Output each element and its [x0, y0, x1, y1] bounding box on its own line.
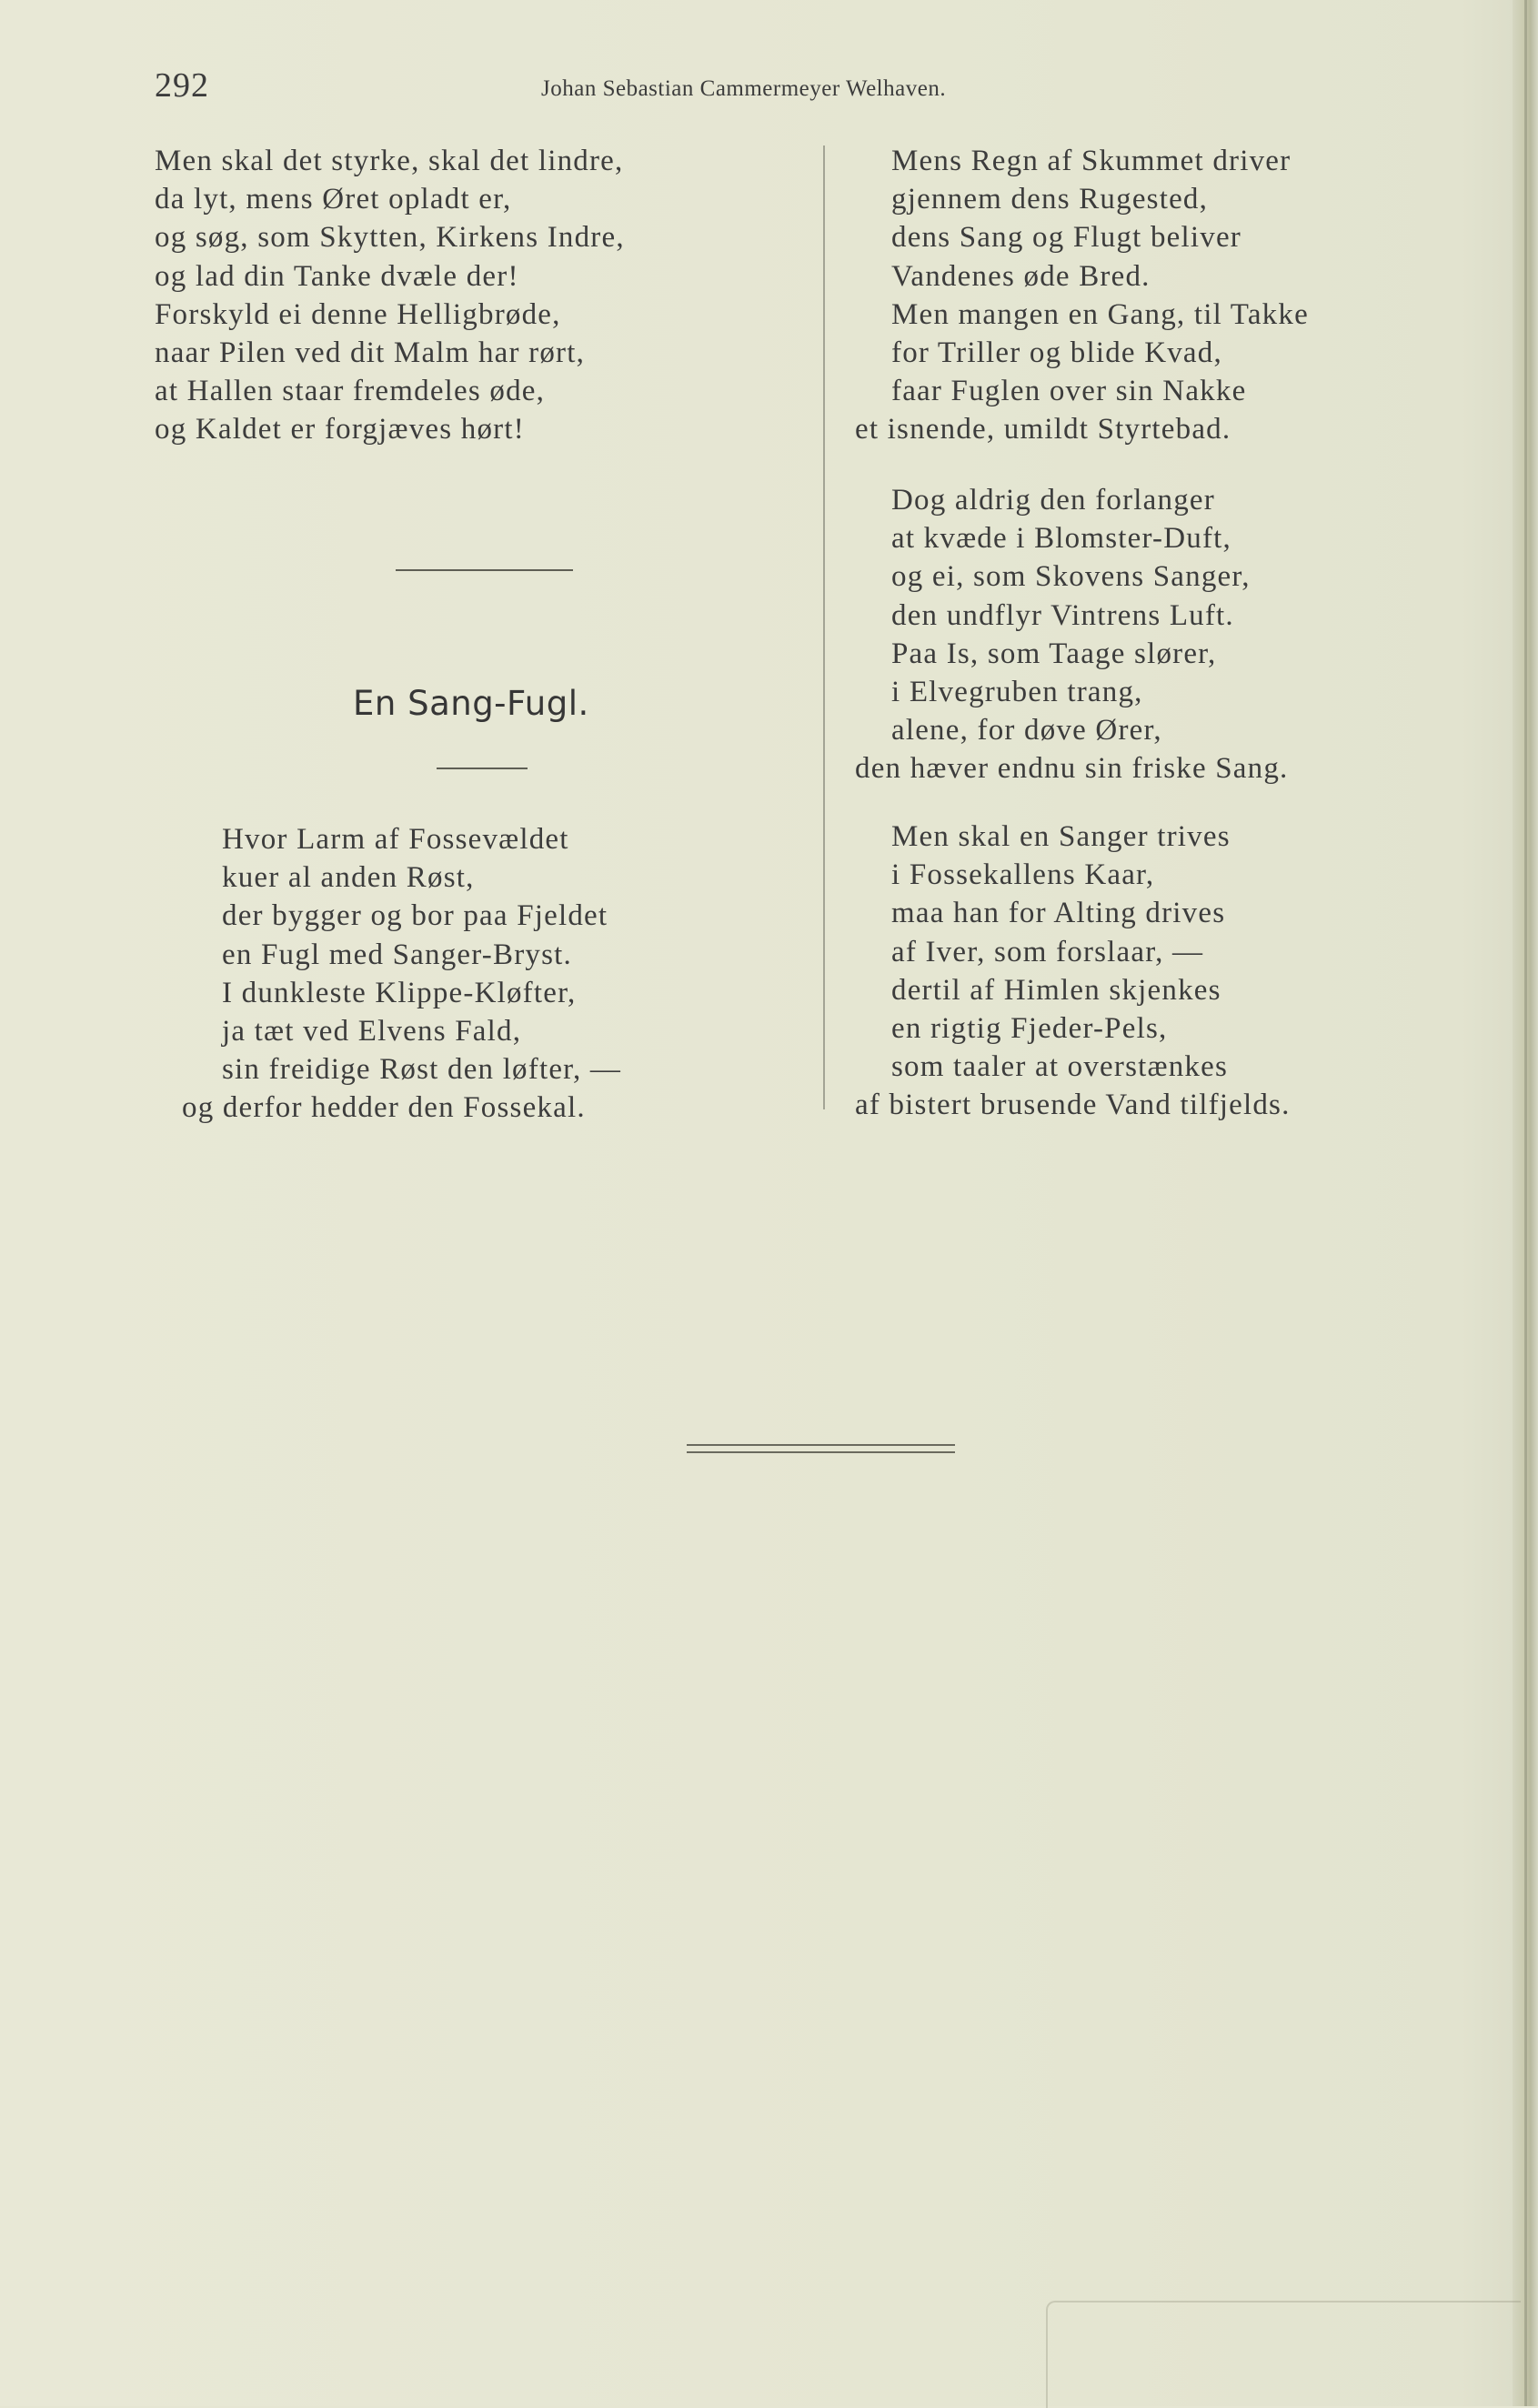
verse-line: Men mangen en Gang, til Takke	[891, 297, 1309, 331]
running-title: Johan Sebastian Cammermeyer Welhaven.	[541, 76, 947, 101]
section-separator-rule	[396, 569, 573, 571]
verse-line: af Iver, som forslaar, —	[891, 935, 1204, 968]
verse-line: og søg, som Skytten, Kirkens Indre,	[155, 221, 625, 255]
verse-line: den hæver endnu sin friske Sang.	[855, 752, 1289, 786]
verse-line: en Fugl med Sanger-Bryst.	[222, 938, 572, 971]
verse-line: naar Pilen ved dit Malm har rørt,	[155, 336, 586, 370]
page-header	[155, 65, 1519, 111]
verse-line: gjennem dens Rugested,	[891, 183, 1209, 216]
verse-line: i Elvegruben trang,	[891, 676, 1143, 709]
verse-line: og lad din Tanke dvæle der!	[155, 259, 519, 293]
verse-line: af bistert brusende Vand tilfjelds.	[855, 1089, 1291, 1122]
verse-line: og ei, som Skovens Sanger,	[891, 560, 1251, 594]
verse-line: faar Fuglen over sin Nakke	[891, 375, 1247, 408]
verse-line: Hvor Larm af Fossevældet	[222, 823, 569, 856]
end-rule-top	[687, 1444, 955, 1446]
verse-line: Men skal en Sanger trives	[891, 820, 1231, 853]
verse-line: Men skal det styrke, skal det lindre,	[155, 145, 624, 177]
right-stanza-3	[855, 818, 1291, 1125]
verse-line: dens Sang og Flugt beliver	[891, 221, 1241, 255]
verse-line: der bygger og bor paa Fjeldet	[222, 899, 608, 933]
verse-line: og derfor hedder den Fossekal.	[182, 1091, 586, 1125]
verse-line: dertil af Himlen skjenkes	[891, 973, 1221, 1007]
page-number: 292	[155, 66, 209, 105]
verse-line: maa han for Alting drives	[891, 897, 1226, 930]
verse-line: som taaler at overstænkes	[891, 1050, 1228, 1084]
verse-line: Dog aldrig den forlanger	[891, 484, 1215, 517]
verse-line: I dunkleste Klippe-Kløfter,	[222, 976, 577, 1009]
paper-stain	[1046, 2301, 1521, 2408]
verse-line: Vandenes øde Bred.	[891, 259, 1151, 293]
column-divider	[823, 145, 825, 1109]
verse-line: Mens Regn af Skummet driver	[891, 145, 1292, 177]
verse-line: sin freidige Røst den løfter, —	[222, 1053, 622, 1087]
title-underline-rule	[437, 768, 528, 769]
right-stanza-1	[855, 142, 1309, 449]
verse-line: i Fossekallens Kaar,	[891, 858, 1155, 892]
verse-line: og Kaldet er forgjæves hørt!	[155, 413, 525, 446]
left-stanza-sang-fugl	[182, 820, 621, 1128]
verse-line: for Triller og blide Kvad,	[891, 336, 1222, 370]
verse-line: at Hallen staar fremdeles øde,	[155, 375, 546, 408]
verse-line: at kvæde i Blomster-Duft,	[891, 522, 1231, 556]
verse-line: en rigtig Fjeder-Pels,	[891, 1012, 1168, 1046]
verse-line: et isnende, umildt Styrtebad.	[855, 413, 1231, 446]
page-edge-line	[1524, 0, 1527, 2406]
verse-line: den undflyr Vintrens Luft.	[891, 598, 1234, 632]
verse-line: Forskyld ei denne Helligbrøde,	[155, 297, 561, 331]
right-stanza-2	[855, 481, 1289, 788]
poem-title: En Sang-Fugl.	[353, 684, 589, 723]
verse-line: ja tæt ved Elvens Fald,	[222, 1015, 522, 1048]
verse-line: Paa Is, som Taage slører,	[891, 637, 1217, 670]
verse-line: kuer al anden Røst,	[222, 861, 475, 895]
left-stanza-previous-poem	[155, 142, 625, 449]
verse-line: da lyt, mens Øret opladt er,	[155, 183, 512, 216]
verse-line: alene, for døve Ører,	[891, 714, 1162, 747]
end-rule-bottom	[687, 1451, 955, 1453]
